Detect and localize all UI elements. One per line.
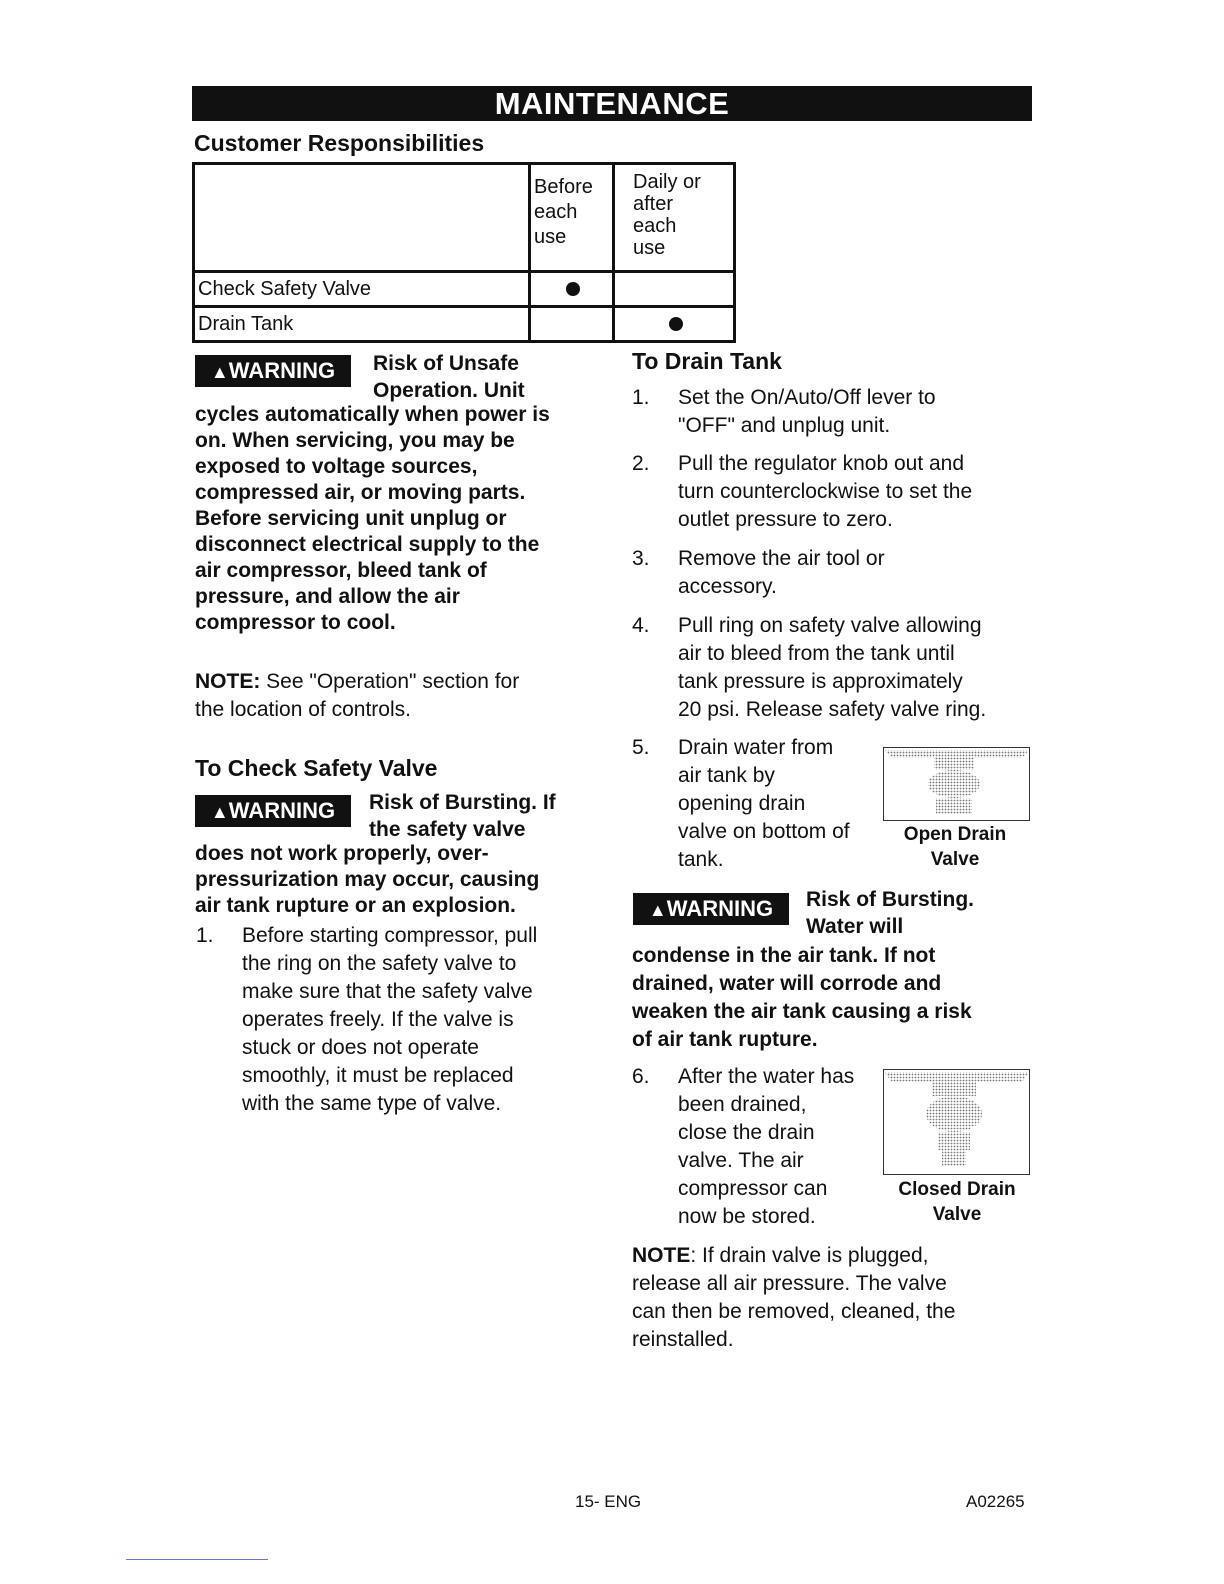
- warning-title: [373, 350, 525, 404]
- table-header-before: [530, 164, 614, 272]
- check-safety-valve-heading: To Check Safety Valve: [195, 755, 438, 781]
- header-line: use: [534, 226, 567, 248]
- text-line: now be stored.: [678, 1205, 816, 1228]
- text-line: air compressor, bleed tank of: [195, 559, 487, 582]
- text-line: Before starting compressor, pull: [242, 924, 538, 947]
- note-label: NOTE:: [195, 670, 261, 693]
- step-number: 2.: [632, 452, 650, 475]
- step-text: [678, 612, 986, 724]
- table-header-daily: [614, 164, 735, 272]
- note-label: NOTE: [632, 1244, 691, 1267]
- text-line: Risk of Bursting. If: [369, 791, 556, 814]
- warning-label: WARNING: [228, 798, 336, 823]
- header-line: use: [633, 237, 666, 259]
- text-line: Valve: [932, 1204, 982, 1225]
- document-code: A02265: [966, 1492, 1025, 1511]
- table-row: [194, 307, 735, 342]
- daily-cell: [614, 272, 735, 307]
- warning-title: [806, 886, 974, 940]
- warning-triangle-icon: ▲: [648, 900, 667, 920]
- header-line: Before: [534, 176, 593, 198]
- text-line: valve on bottom of: [678, 820, 850, 843]
- text-line: compressed air, or moving parts.: [195, 481, 526, 504]
- text-line: compressor to cool.: [195, 611, 396, 634]
- text-line: Remove the air tool or: [678, 547, 885, 570]
- text-line: tank pressure is approximately: [678, 670, 963, 693]
- warning-triangle-icon: ▲: [210, 802, 229, 822]
- text-line: Closed Drain: [898, 1179, 1016, 1200]
- text-line: tank.: [678, 848, 724, 871]
- text-line: valve. The air: [678, 1149, 804, 1172]
- table-row: [194, 272, 735, 307]
- text-line: Valve: [930, 849, 980, 870]
- responsibilities-table: [192, 162, 736, 343]
- text-line: accessory.: [678, 575, 777, 598]
- warning-title: [369, 789, 556, 843]
- warning-badge: [195, 795, 351, 827]
- text-line: can then be removed, cleaned, the: [632, 1300, 956, 1323]
- warning-badge: [195, 355, 351, 387]
- warning-badge: [633, 893, 789, 925]
- section-banner: MAINTENANCE: [192, 86, 1032, 121]
- text-line: smoothly, it must be replaced: [242, 1064, 514, 1087]
- header-line: Daily or: [633, 171, 701, 193]
- link-underline: [126, 1559, 268, 1560]
- text-line: air to bleed from the tank until: [678, 642, 955, 665]
- text-line: cycles automatically when power is: [195, 403, 550, 426]
- step-text: [678, 545, 885, 601]
- text-line: disconnect electrical supply to the: [195, 533, 540, 556]
- step-text: [678, 450, 972, 534]
- text-line: the location of controls.: [195, 698, 411, 721]
- text-line: does not work properly, over-: [195, 842, 489, 865]
- table-header-blank: [194, 164, 530, 272]
- text-line: "OFF" and unplug unit.: [678, 414, 891, 437]
- text-line: Open Drain: [903, 824, 1007, 845]
- text-line: After the water has: [678, 1065, 855, 1088]
- table-header-row: [194, 164, 735, 272]
- step-number: 3.: [632, 547, 650, 570]
- text-line: outlet pressure to zero.: [678, 508, 893, 531]
- text-line: the ring on the safety valve to: [242, 952, 517, 975]
- text-line: Water will: [806, 915, 904, 938]
- text-line: Risk of Bursting.: [806, 888, 975, 911]
- daily-cell: [614, 307, 735, 342]
- task-cell: Check Safety Valve: [194, 272, 530, 307]
- bullet-dot-icon: [566, 282, 580, 296]
- text-line: condense in the air tank. If not: [632, 944, 936, 967]
- open-drain-valve-image: [883, 747, 1030, 821]
- step-text: [678, 1063, 888, 1231]
- text-line: of air tank rupture.: [632, 1028, 818, 1051]
- text-line: exposed to voltage sources,: [195, 455, 478, 478]
- closed-drain-valve-image: [883, 1069, 1030, 1175]
- text-line: air tank by: [678, 764, 775, 787]
- text-line: Drain water from: [678, 736, 834, 759]
- header-line: each: [534, 201, 578, 223]
- warning-body: [632, 942, 972, 1054]
- text-line: pressurization may occur, causing: [195, 868, 540, 891]
- warning-label: WARNING: [228, 358, 336, 383]
- step-text: [242, 922, 537, 1118]
- text-line: the safety valve: [369, 818, 526, 841]
- text-line: release all air pressure. The valve: [632, 1272, 947, 1295]
- text-line: Set the On/Auto/Off lever to: [678, 386, 936, 409]
- text-line: make sure that the safety valve: [242, 980, 533, 1003]
- task-cell: Drain Tank: [194, 307, 530, 342]
- drain-tank-heading: To Drain Tank: [632, 348, 782, 374]
- warning-triangle-icon: ▲: [210, 362, 229, 382]
- note-operation: [195, 668, 519, 724]
- text-line: stuck or does not operate: [242, 1036, 479, 1059]
- text-line: operates freely. If the valve is: [242, 1008, 514, 1031]
- step-number: 6.: [632, 1065, 650, 1088]
- text-line: Pull the regulator knob out and: [678, 452, 965, 475]
- customer-responsibilities-heading: Customer Responsibilities: [194, 130, 485, 156]
- open-drain-valve-caption: [890, 822, 1020, 872]
- step-number: 4.: [632, 614, 650, 637]
- bullet-dot-icon: [669, 317, 683, 331]
- step-number: 5.: [632, 736, 650, 759]
- text-line: opening drain: [678, 792, 806, 815]
- note-drain-valve: [632, 1242, 955, 1354]
- header-line: after: [633, 193, 674, 215]
- text-line: turn counterclockwise to set the: [678, 480, 973, 503]
- closed-drain-valve-caption: [888, 1177, 1026, 1227]
- text-line: air tank rupture or an explosion.: [195, 894, 516, 917]
- before-cell: [530, 307, 614, 342]
- step-number: 1.: [196, 924, 214, 947]
- text-line: weaken the air tank causing a risk: [632, 1000, 972, 1023]
- page-number: 15- ENG: [575, 1492, 642, 1511]
- step-text: [678, 384, 936, 440]
- text-line: drained, water will corrode and: [632, 972, 942, 995]
- text-line: close the drain: [678, 1121, 815, 1144]
- step-number: 1.: [632, 386, 650, 409]
- text-line: with the same type of valve.: [242, 1092, 502, 1115]
- text-line: reinstalled.: [632, 1328, 734, 1351]
- text-line: on. When servicing, you may be: [195, 429, 515, 452]
- warning-body: [195, 841, 539, 919]
- text-line: Before servicing unit unplug or: [195, 507, 507, 530]
- warning-body: [195, 402, 550, 636]
- valve-illustration: [884, 748, 1029, 820]
- warning-label: WARNING: [666, 896, 774, 921]
- text-line: 20 psi. Release safety valve ring.: [678, 698, 987, 721]
- step-text: [678, 734, 888, 874]
- before-cell: [530, 272, 614, 307]
- text-line: Operation. Unit: [373, 379, 525, 402]
- header-line: each: [633, 215, 677, 237]
- text-line: pressure, and allow the air: [195, 585, 460, 608]
- text-line: : If drain valve is plugged,: [690, 1244, 929, 1267]
- text-line: compressor can: [678, 1177, 828, 1200]
- valve-illustration: [884, 1070, 1029, 1174]
- text-line: See "Operation" section for: [260, 670, 520, 693]
- text-line: Pull ring on safety valve allowing: [678, 614, 982, 637]
- text-line: Risk of Unsafe: [373, 352, 519, 375]
- text-line: been drained,: [678, 1093, 807, 1116]
